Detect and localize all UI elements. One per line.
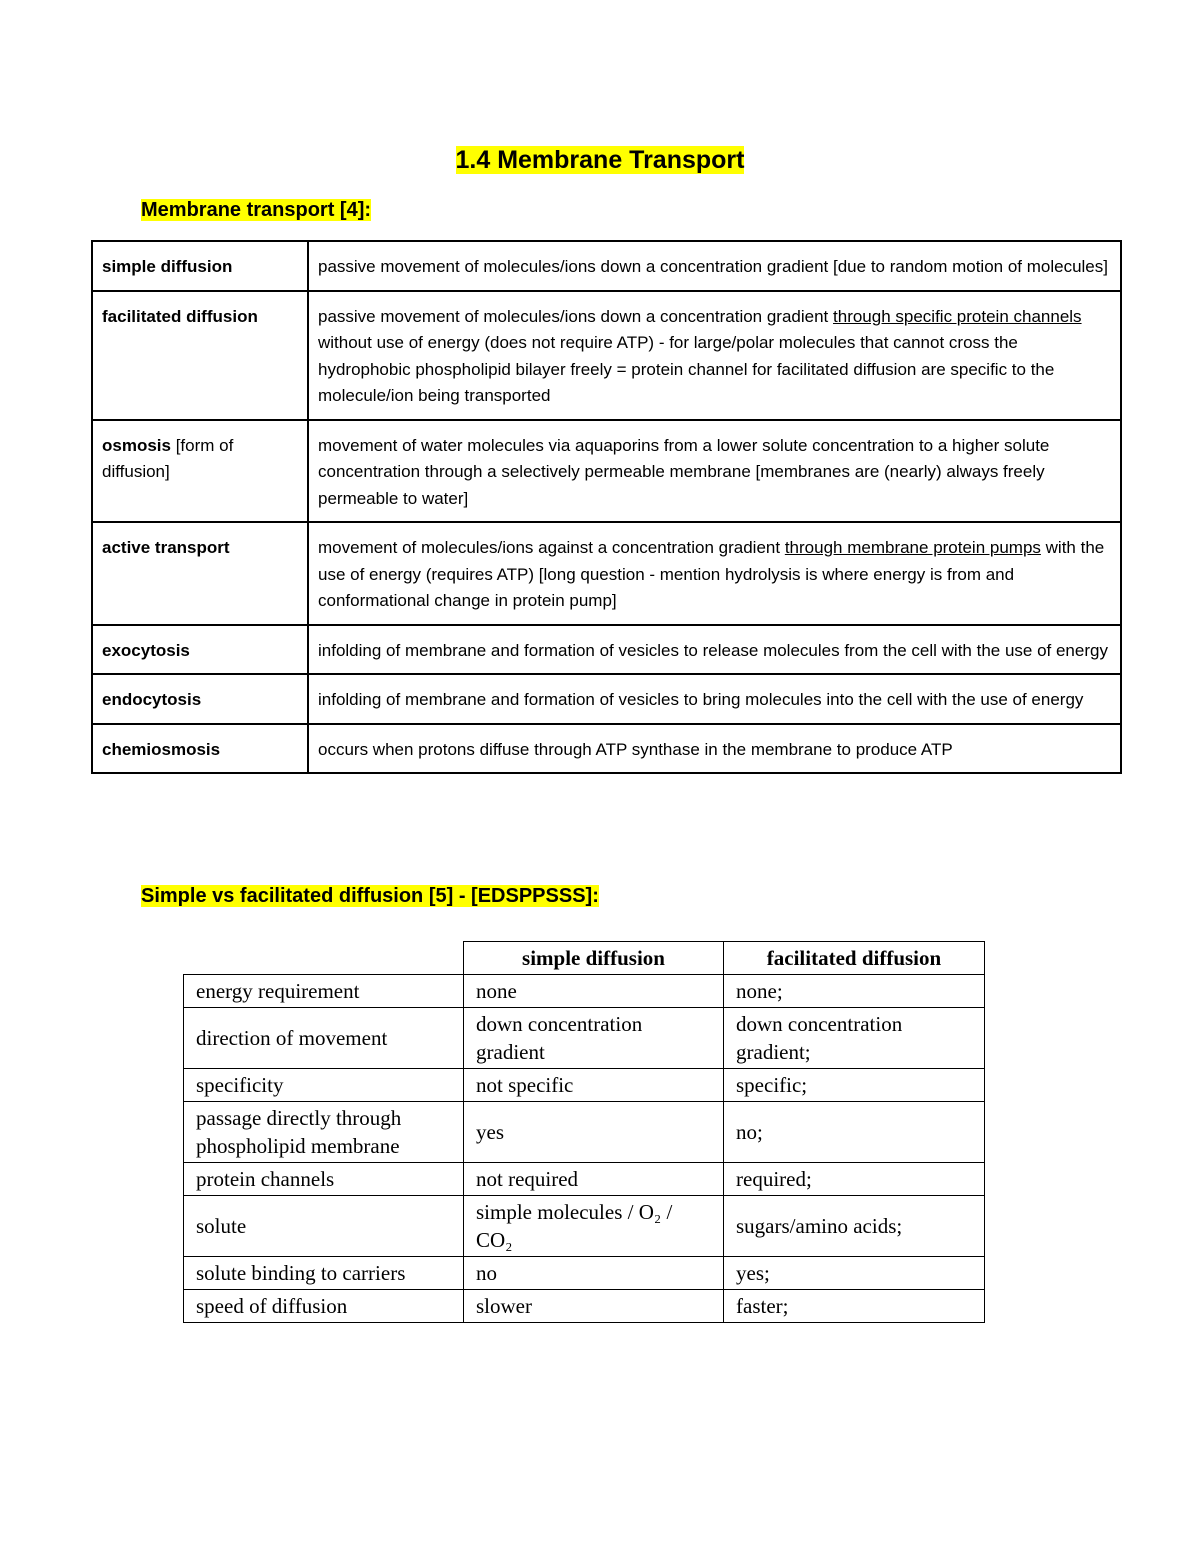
transport-term: endocytosis <box>102 690 202 709</box>
comparison-facilitated-value: required; <box>724 1163 985 1196</box>
section-heading-membrane-transport <box>141 196 371 224</box>
transport-row <box>92 522 1121 625</box>
transport-term-note: [form of diffusion] <box>102 435 234 481</box>
comparison-simple-value: not required <box>464 1163 724 1196</box>
transport-term-cell <box>92 625 308 675</box>
comparison-facilitated-value: sugars/amino acids; <box>724 1196 985 1257</box>
diffusion-comparison-table-body <box>184 975 985 1323</box>
comparison-row <box>184 1102 985 1163</box>
header-facilitated-diffusion: facilitated diffusion <box>724 942 985 975</box>
definition-text: passive movement of molecules/ions down a concentration gradient [due to random motion of molecules] <box>318 257 1108 276</box>
transport-definition-cell <box>308 674 1121 724</box>
transport-term-cell <box>92 522 308 625</box>
definition-text: infolding of membrane and formation of vesicles to release molecules from the cell with the use of energy <box>318 640 1108 660</box>
comparison-label: solute binding to carriers <box>184 1257 464 1290</box>
comparison-label: speed of diffusion <box>184 1290 464 1323</box>
transport-row <box>92 625 1121 675</box>
comparison-simple-value: yes <box>464 1102 724 1163</box>
transport-row <box>92 241 1121 291</box>
comparison-facilitated-value: down concentration gradient; <box>724 1008 985 1069</box>
comparison-facilitated-value: yes; <box>724 1257 985 1290</box>
comparison-simple-value: none <box>464 975 724 1008</box>
transport-term-cell <box>92 420 308 523</box>
page-title-text: 1.4 Membrane Transport <box>455 146 745 174</box>
transport-term: facilitated diffusion <box>102 306 258 326</box>
comparison-label: protein channels <box>184 1163 464 1196</box>
transport-term: chemiosmosis <box>102 739 221 759</box>
definition-text-end: without use of energy (does not require ATP) - for large/polar molecules that cannot cross the hydrophobic phospholipid bilayer freely = protein channel for facilitated diffusion are specific to the molecule/ion being transported <box>318 333 1055 405</box>
membrane-transport-table-body <box>92 241 1121 773</box>
definition-text: occurs when protons diffuse through ATP synthase in the membrane to produce ATP <box>318 739 953 759</box>
transport-term: active transport <box>102 538 230 557</box>
section-heading-simple-vs-facilitated <box>141 882 599 910</box>
definition-underlined-text: through specific protein channels <box>833 306 1082 326</box>
transport-term-cell <box>92 291 308 420</box>
section-heading-text: Membrane transport [4]: <box>141 199 372 221</box>
definition-underlined-text: through membrane protein pumps <box>784 538 1041 557</box>
comparison-row <box>184 1163 985 1196</box>
comparison-facilitated-value: faster; <box>724 1290 985 1323</box>
comparison-simple-value: simple molecules / O₂ / CO₂ <box>464 1196 724 1257</box>
definition-text: movement of molecules/ions against a concentration gradient <box>318 538 785 557</box>
comparison-row <box>184 1290 985 1323</box>
definition-text: movement of water molecules via aquaporins from a lower solute concentration to a higher solute concentration through a selectively permeable membrane [membranes are (nearly) always freely permeable to water] <box>318 435 1050 508</box>
header-simple-diffusion: simple diffusion <box>464 942 724 975</box>
comparison-facilitated-value: specific; <box>724 1069 985 1102</box>
definition-text-end: with the use of energy (requires ATP) [long question - mention hydrolysis is where energy is from and conformational change in protein pump] <box>318 538 1105 610</box>
transport-term-cell <box>92 674 308 724</box>
comparison-row <box>184 1069 985 1102</box>
comparison-label: specificity <box>184 1069 464 1102</box>
transport-row <box>92 420 1121 523</box>
comparison-simple-value: slower <box>464 1290 724 1323</box>
transport-definition-cell <box>308 625 1121 675</box>
comparison-row <box>184 1196 985 1257</box>
comparison-label: solute <box>184 1196 464 1257</box>
transport-definition-cell <box>308 420 1121 523</box>
comparison-row <box>184 975 985 1008</box>
comparison-simple-value: not specific <box>464 1069 724 1102</box>
comparison-label: passage directly through phospholipid membrane <box>184 1102 464 1163</box>
transport-definition-cell <box>308 724 1121 774</box>
comparison-row <box>184 1008 985 1069</box>
transport-definition-cell <box>308 522 1121 625</box>
transport-definition-cell <box>308 291 1121 420</box>
transport-term: exocytosis <box>102 640 190 660</box>
comparison-simple-value: no <box>464 1257 724 1290</box>
page-title <box>0 142 1200 178</box>
comparison-facilitated-value: none; <box>724 975 985 1008</box>
definition-text: infolding of membrane and formation of vesicles to bring molecules into the cell with the use of energy <box>318 690 1084 709</box>
transport-row <box>92 724 1121 774</box>
comparison-header-row <box>184 942 985 975</box>
transport-term-cell <box>92 724 308 774</box>
section-heading-text: Simple vs facilitated diffusion [5] - [EDSPPSSS]: <box>141 885 599 907</box>
membrane-transport-table <box>91 240 1122 774</box>
comparison-simple-value: down concentration gradient <box>464 1008 724 1069</box>
transport-term-cell <box>92 241 308 291</box>
comparison-row <box>184 1257 985 1290</box>
transport-row <box>92 674 1121 724</box>
transport-term: osmosis <box>102 435 171 455</box>
transport-definition-cell <box>308 241 1121 291</box>
definition-text: passive movement of molecules/ions down a concentration gradient <box>318 306 834 326</box>
transport-row <box>92 291 1121 420</box>
comparison-facilitated-value: no; <box>724 1102 985 1163</box>
comparison-label: direction of movement <box>184 1008 464 1069</box>
diffusion-comparison-table <box>183 941 985 1323</box>
header-blank-cell <box>184 942 464 975</box>
comparison-label: energy requirement <box>184 975 464 1008</box>
transport-term: simple diffusion <box>102 257 233 276</box>
